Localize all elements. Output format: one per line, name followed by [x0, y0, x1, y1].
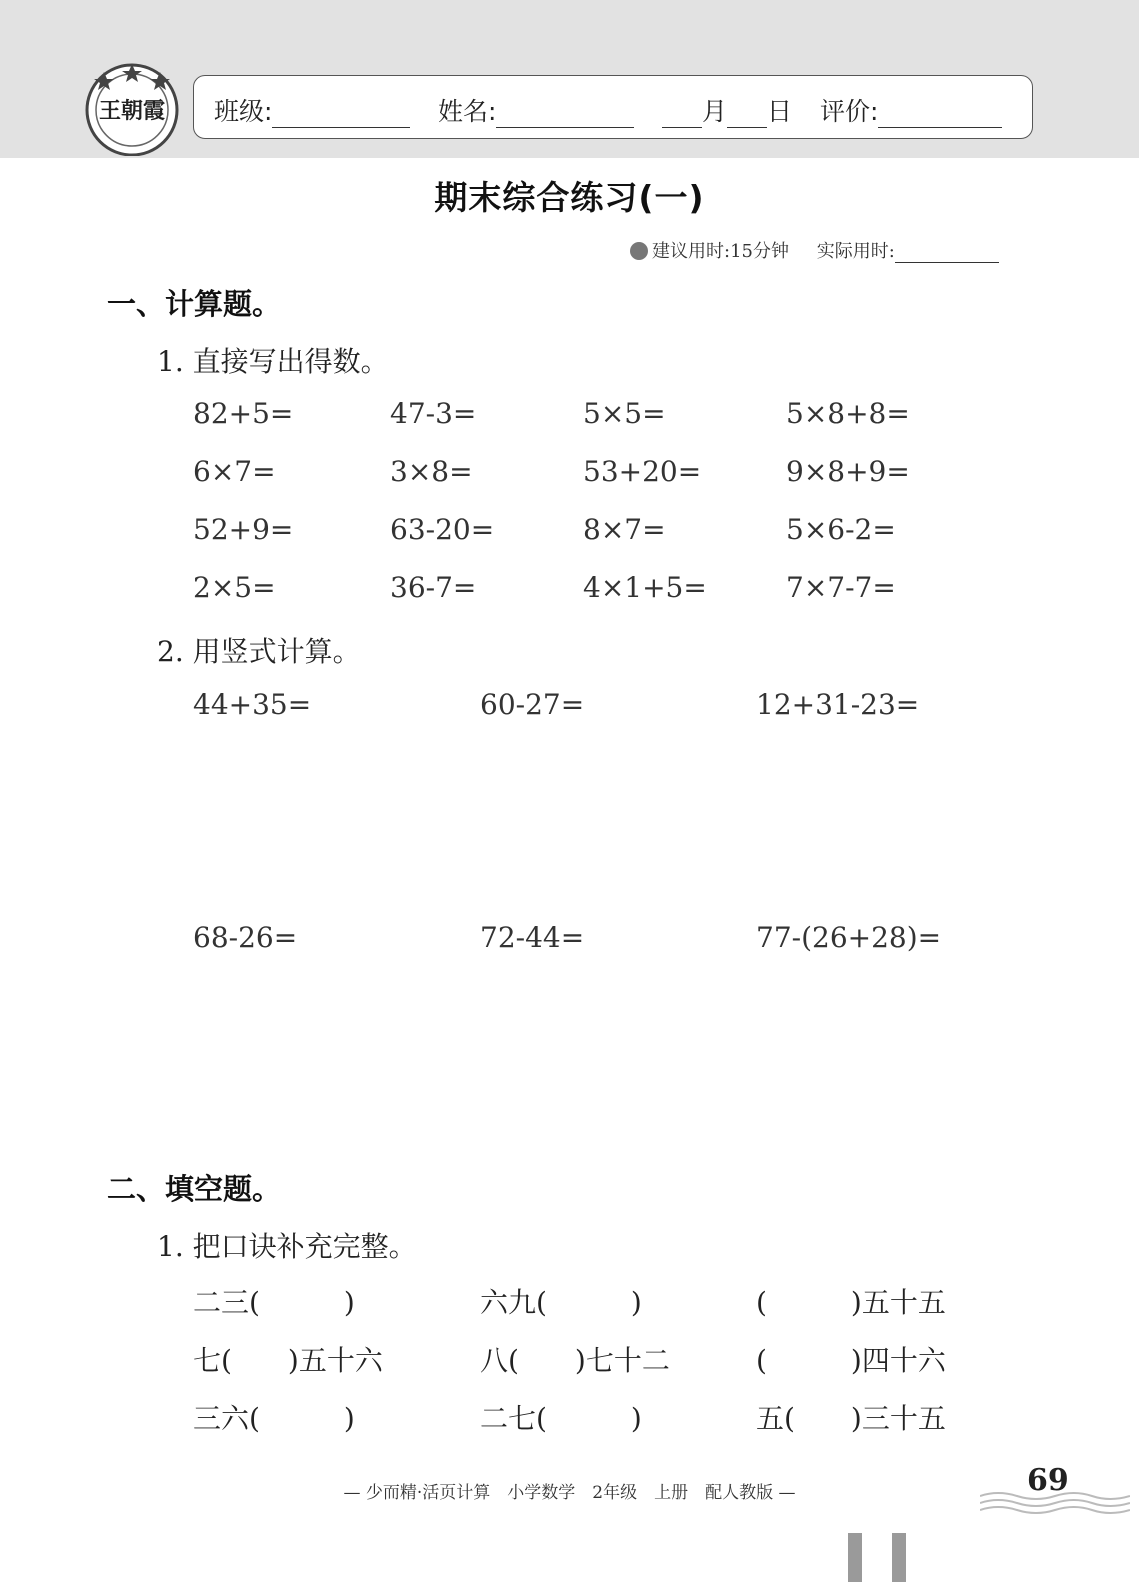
fill-r1c2: 六九( ) — [480, 1286, 642, 1319]
expr-r3c1: 52+9= — [193, 513, 294, 546]
student-info-box — [193, 75, 1033, 139]
day-input-line[interactable] — [727, 103, 767, 128]
evaluation-input-line[interactable] — [878, 103, 1002, 128]
date-field — [662, 92, 792, 128]
page-tab-right — [892, 1533, 906, 1582]
expr-r4c1: 2×5= — [193, 571, 276, 604]
suggested-time: 建议用时:15分钟 — [652, 241, 789, 262]
actual-time-label: 实际用时: — [816, 241, 895, 262]
fill-q1-label: 1. 把口诀补充完整。 — [157, 1230, 417, 1263]
publisher-logo — [84, 60, 180, 156]
expr-r1c3: 5×5= — [583, 397, 666, 430]
actual-time-input-line[interactable] — [895, 242, 999, 263]
fill-r3c1: 三六( ) — [193, 1402, 355, 1435]
fill-r1c1: 二三( ) — [193, 1286, 355, 1319]
fill-r1c3: ( )五十五 — [756, 1286, 946, 1319]
expr-r3c4: 5×6-2= — [786, 513, 896, 546]
month-input-line[interactable] — [662, 103, 702, 128]
expr-r1c1: 82+5= — [193, 397, 294, 430]
page-tab-left — [848, 1533, 862, 1582]
fill-r2c2: 八( )七十二 — [480, 1344, 670, 1377]
vertical-expr-r2c3: 77-(26+28)= — [756, 921, 942, 954]
logo-text: 王朝霞 — [98, 98, 166, 124]
expr-r4c3: 4×1+5= — [583, 571, 707, 604]
expr-r2c4: 9×8+9= — [786, 455, 910, 488]
q2-label: 2. 用竖式计算。 — [157, 635, 361, 668]
page-number: 69 — [1027, 1463, 1069, 1498]
class-field — [214, 92, 410, 128]
class-input-line[interactable] — [272, 103, 410, 128]
expr-r2c1: 6×7= — [193, 455, 276, 488]
fill-r3c2: 二七( ) — [480, 1402, 642, 1435]
expr-r3c3: 8×7= — [583, 513, 666, 546]
fill-r2c1: 七( )五十六 — [193, 1344, 383, 1377]
name-field — [438, 92, 634, 128]
expr-r4c2: 36-7= — [390, 571, 477, 604]
class-label: 班级: — [214, 97, 273, 126]
month-label: 月 — [702, 97, 728, 126]
page-title: 期末综合练习(一) — [434, 178, 705, 217]
expr-r4c4: 7×7-7= — [786, 571, 896, 604]
vertical-expr-r2c1: 68-26= — [193, 921, 298, 954]
evaluation-label: 评价: — [820, 97, 879, 126]
day-label: 日 — [767, 97, 793, 126]
expr-r1c2: 47-3= — [390, 397, 477, 430]
expr-r2c3: 53+20= — [583, 455, 702, 488]
name-input-line[interactable] — [496, 103, 634, 128]
vertical-expr-r1c2: 60-27= — [480, 688, 585, 721]
section2-heading: 二、填空题。 — [107, 1172, 282, 1206]
vertical-expr-r1c3: 12+31-23= — [756, 688, 920, 721]
timing-info — [630, 237, 999, 263]
fill-r3c3: 五( )三十五 — [756, 1402, 946, 1435]
page-footer: — 少而精·活页计算 小学数学 2年级 上册 配人教版 — — [343, 1483, 796, 1503]
wave-decoration-icon — [980, 1488, 1130, 1518]
expr-r3c2: 63-20= — [390, 513, 495, 546]
section1-heading: 一、计算题。 — [107, 287, 282, 321]
vertical-expr-r1c1: 44+35= — [193, 688, 312, 721]
fill-r2c3: ( )四十六 — [756, 1344, 946, 1377]
q1-label: 1. 直接写出得数。 — [157, 345, 389, 378]
evaluation-field — [820, 92, 1002, 128]
vertical-expr-r2c2: 72-44= — [480, 921, 585, 954]
clock-icon — [630, 242, 648, 260]
expr-r1c4: 5×8+8= — [786, 397, 910, 430]
name-label: 姓名: — [438, 97, 497, 126]
expr-r2c2: 3×8= — [390, 455, 473, 488]
